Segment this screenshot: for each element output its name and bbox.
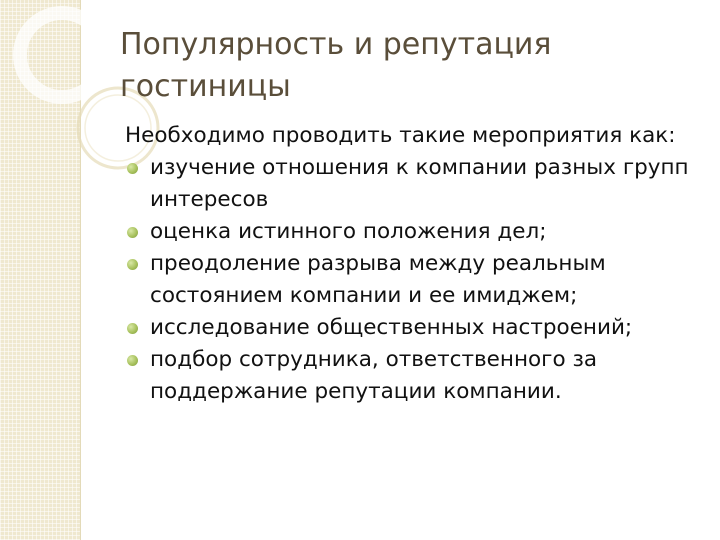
bullet-icon <box>127 259 138 270</box>
slide-title: Популярность и репутация гостиницы <box>120 27 552 104</box>
list-item <box>125 152 700 216</box>
intro-text: Необходимо проводить такие мероприятия как: <box>125 123 676 148</box>
list-item <box>125 248 700 312</box>
list-item-text: оценка истинного положения дел; <box>150 219 547 244</box>
bullet-icon <box>127 323 138 334</box>
list-item-text: изучение отношения к компании разных групп интересов <box>150 155 689 212</box>
list-item-text: подбор сотрудника, ответственного за поддержание репутации компании. <box>150 347 598 404</box>
list-item <box>125 216 700 248</box>
list-item <box>125 344 700 408</box>
bullet-list <box>125 152 700 408</box>
list-item <box>125 312 700 344</box>
list-item-text: исследование общественных настроений; <box>150 315 633 340</box>
slide-body <box>125 120 700 408</box>
bullet-icon <box>127 227 138 238</box>
bullet-icon <box>127 355 138 366</box>
list-item-text: преодоление разрыва между реальным состоянием компании и ее имиджем; <box>150 251 606 308</box>
bullet-icon <box>127 163 138 174</box>
